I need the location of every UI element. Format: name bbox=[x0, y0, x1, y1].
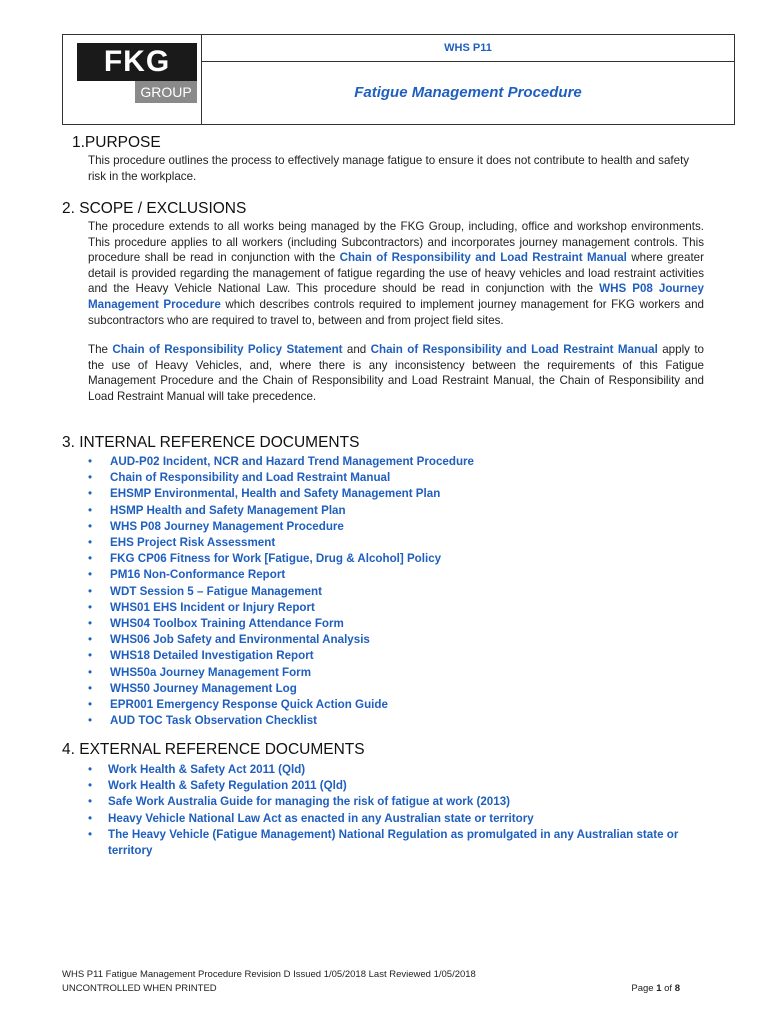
document-header bbox=[62, 34, 735, 125]
footer-doc-info: WHS P11 Fatigue Management Procedure Revision D Issued 1/05/2018 Last Reviewed 1/05/2018 bbox=[62, 969, 476, 980]
list-item[interactable]: • Work Health & Safety Act 2011 (Qld) bbox=[82, 762, 702, 778]
link-cor-policy[interactable]: Chain of Responsibility Policy Statement bbox=[112, 343, 343, 356]
list-item[interactable]: • WHS01 EHS Incident or Injury Report bbox=[82, 600, 474, 616]
page-label: Page bbox=[631, 983, 657, 994]
list-item[interactable]: • EHSMP Environmental, Health and Safety Management Plan bbox=[82, 486, 474, 502]
list-item[interactable]: • EHS Project Risk Assessment bbox=[82, 535, 474, 551]
list-item[interactable]: • WHS04 Toolbox Training Attendance Form bbox=[82, 616, 474, 632]
text: apply to the use of Heavy Vehicles, and, where there is any inconsistency between the requirements of this Fatigue Management Procedure and the Chain of Responsibility and Load Restraint Manual, the Chain of Responsibility and Load Restraint Manual will take precedence. bbox=[88, 343, 705, 403]
external-refs-list bbox=[82, 762, 702, 859]
list-item[interactable]: • PM16 Non-Conformance Report bbox=[82, 567, 474, 583]
section-external-refs-heading: 4. EXTERNAL REFERENCE DOCUMENTS bbox=[62, 741, 365, 758]
page-num: 1 bbox=[656, 983, 662, 994]
logo-group-text: GROUP bbox=[135, 81, 197, 103]
text: The procedure extends to all works being managed by the FKG Group, including, office and workshop environments. This procedure applies to all workers (including Subcontractors) and incorporates journey management controls. This procedure shall be read in conjunction with the bbox=[88, 220, 704, 265]
text: where greater detail is provided regarding the management of fatigue regarding the use of heavy vehicles and load restraint activities and the Heavy Vehicle National Law. This procedure should be read in conjunction with the bbox=[88, 251, 704, 296]
link-cor-manual-2[interactable]: Chain of Responsibility and Load Restraint Manual bbox=[370, 343, 658, 356]
scope-paragraph-1 bbox=[88, 219, 704, 328]
scope-paragraph-2 bbox=[88, 342, 704, 404]
link-whs-p08[interactable]: WHS P08 Journey Management Procedure bbox=[88, 282, 704, 311]
link-cor-manual[interactable]: Chain of Responsibility and Load Restraint Manual bbox=[339, 251, 627, 265]
list-item[interactable]: • Work Health & Safety Regulation 2011 (Qld) bbox=[82, 778, 702, 794]
fkg-group-logo bbox=[77, 43, 197, 103]
page-total: 8 bbox=[674, 983, 680, 994]
logo-fkg-text: FKG bbox=[77, 43, 197, 81]
list-item[interactable]: • FKG CP06 Fitness for Work [Fatigue, Drug & Alcohol] Policy bbox=[82, 551, 474, 567]
internal-refs-list bbox=[82, 454, 474, 729]
list-item[interactable]: • WHS06 Job Safety and Environmental Analysis bbox=[82, 632, 474, 648]
list-item[interactable]: • HSMP Health and Safety Management Plan bbox=[82, 503, 474, 519]
list-item[interactable]: • EPR001 Emergency Response Quick Action Guide bbox=[82, 697, 474, 713]
section-purpose-heading: 1.PURPOSE bbox=[72, 134, 161, 151]
footer-page-number bbox=[560, 983, 680, 994]
doc-code: WHS P11 bbox=[202, 35, 734, 62]
list-item[interactable]: • AUD TOC Task Observation Checklist bbox=[82, 713, 474, 729]
text: which describes controls required to implement journey management for FKG workers and subcontractors who are required to travel to, between and from project field sites. bbox=[88, 297, 705, 327]
list-item[interactable]: • Chain of Responsibility and Load Restraint Manual bbox=[82, 470, 474, 486]
footer-uncontrolled: UNCONTROLLED WHEN PRINTED bbox=[62, 983, 217, 994]
text: The bbox=[88, 343, 113, 356]
list-item[interactable]: • WHS50 Journey Management Log bbox=[82, 681, 474, 697]
header-info bbox=[202, 35, 734, 124]
doc-title: Fatigue Management Procedure bbox=[354, 84, 582, 101]
list-item[interactable]: • WHS50a Journey Management Form bbox=[82, 665, 474, 681]
text: and bbox=[342, 343, 371, 356]
section-scope-heading: 2. SCOPE / EXCLUSIONS bbox=[62, 200, 247, 217]
list-item[interactable]: • AUD-P02 Incident, NCR and Hazard Trend Management Procedure bbox=[82, 454, 474, 470]
list-item[interactable]: • The Heavy Vehicle (Fatigue Management) National Regulation as promulgated in any Australian state or territory bbox=[82, 827, 702, 859]
list-item[interactable]: • WHS P08 Journey Management Procedure bbox=[82, 519, 474, 535]
purpose-text: This procedure outlines the process to effectively manage fatigue to ensure it does not contribute to health and safety risk in the workplace. bbox=[88, 154, 690, 183]
list-item[interactable]: • Heavy Vehicle National Law Act as enacted in any Australian state or territory bbox=[82, 811, 702, 827]
list-item[interactable]: • WHS18 Detailed Investigation Report bbox=[82, 648, 474, 664]
list-item[interactable]: • WDT Session 5 – Fatigue Management bbox=[82, 584, 474, 600]
section-internal-refs-heading: 3. INTERNAL REFERENCE DOCUMENTS bbox=[62, 434, 360, 451]
list-item[interactable]: • Safe Work Australia Guide for managing the risk of fatigue at work (2013) bbox=[82, 794, 702, 810]
page-of: of bbox=[661, 983, 675, 994]
logo-cell bbox=[63, 35, 202, 124]
